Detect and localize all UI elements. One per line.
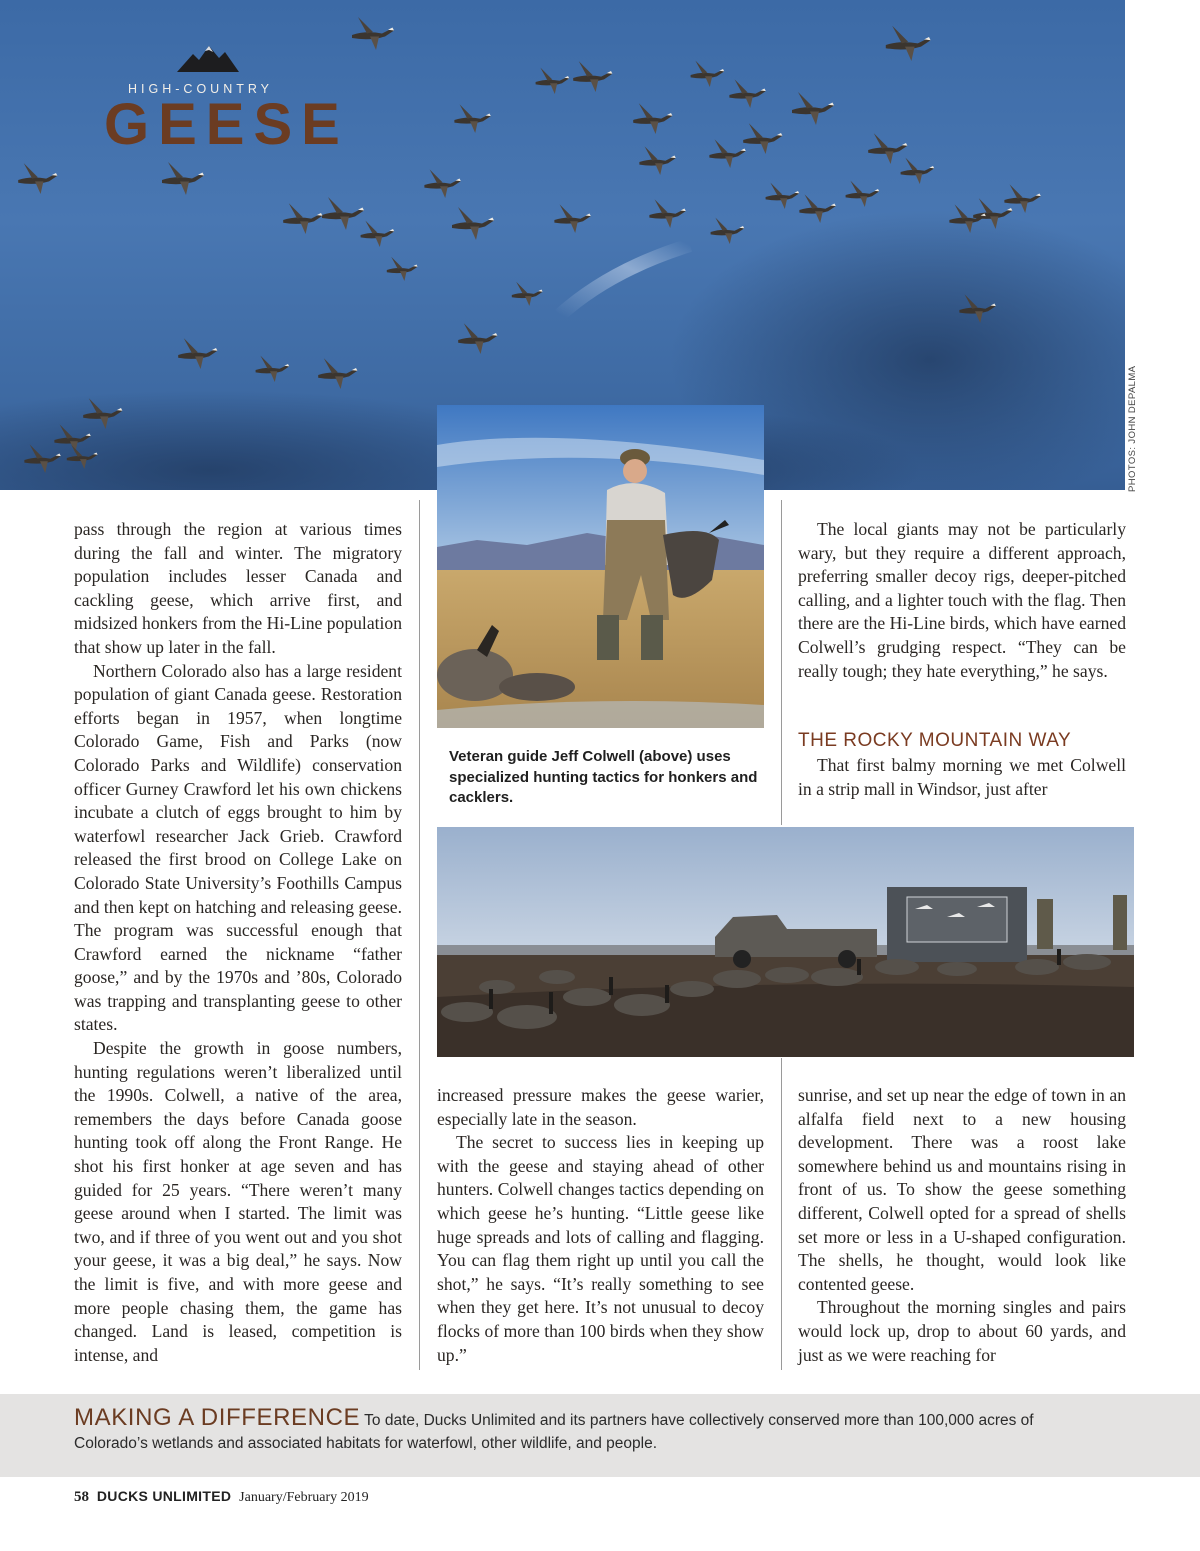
body-column-right-top [798, 518, 1126, 683]
section-subhead: THE ROCKY MOUNTAIN WAY [798, 730, 1072, 751]
paragraph: The local giants may not be particularly wary, but they require a different approach, preferring smaller decoy rigs, deeper-pitched calling, and a lighter touch with the flag. Then there are the Hi-Line birds, which have earned Colwell’s grudging respect. “They can be really tough; they hate everything,” he says. [798, 519, 1126, 681]
magazine-name: DUCKS UNLIMITED [96, 1488, 232, 1504]
article-headline: GEESE [104, 92, 349, 157]
photo-guide-with-decoy [437, 405, 764, 728]
article-title-block [100, 40, 349, 170]
paragraph: The secret to success lies in keeping up with the geese and staying ahead of other hunters. Colwell changes tactics depending on which geese he’s hunting. “Little geese like huge spreads and lots of calling and flagging. You can flag them right up until you call the shot,” he says. “It’s really something to see when they get here. It’s not unusual to decoy flocks of more than 100 birds when they show up.” [437, 1132, 764, 1365]
paragraph: Throughout the morning singles and pairs would lock up, drop to about 60 yards, and just as we were reaching for [798, 1297, 1126, 1365]
body-column-right-bottom [798, 1084, 1126, 1367]
paragraph: That first balmy morning we met Colwell in a strip mall in Windsor, just after [798, 755, 1126, 799]
title-kicker: HIGH-COUNTRY [128, 82, 273, 96]
paragraph: sunrise, and set up near the edge of town in an alfalfa field next to a new housing development. There was a roost lake somewhere behind us and mountains rising in front of us. To show the geese something different, Colwell opted for a spread of shells set more or less in a U-shaped configuration. The shells, he thought, would look like contented geese. [798, 1085, 1126, 1294]
body-column-middle [437, 1084, 764, 1367]
photo-decoy-spread-with-truck [437, 827, 1134, 1057]
body-column-right-middle [798, 754, 1126, 801]
column-rule [781, 1058, 782, 1370]
column-rule [419, 500, 420, 1370]
page-folio [74, 1488, 369, 1506]
sidebar-label: MAKING A DIFFERENCE [74, 1404, 361, 1431]
photo-caption: Veteran guide Jeff Colwell (above) uses specialized hunting tactics for honkers and cacklers. [449, 748, 758, 806]
paragraph: pass through the region at various times during the fall and winter. The migratory population includes lesser Canada and cackling geese, which arrive first, and midsized honkers from the Hi-Line population that show up later in the fall. [74, 519, 402, 657]
photo-credit: PHOTOS: JOHN DEPALMA [1127, 365, 1138, 492]
mountain-peaks-icon [175, 42, 241, 74]
issue-date: January/February 2019 [239, 1490, 369, 1505]
sidebar-text-block [74, 1406, 1074, 1455]
body-column-left [74, 518, 402, 1367]
page-number: 58 [74, 1489, 89, 1505]
paragraph: increased pressure makes the geese warier, especially late in the season. [437, 1085, 764, 1129]
paragraph: Despite the growth in goose numbers, hunting regulations weren’t liberalized until the 1990s. Colwell, a native of the area, remembers the days before Canada goose hunting took off along the Front Range. He shot his first honker at age seven and has guided for 25 years. “There weren’t many geese around when I started. The limit was two, and if three of you went out and you shot your geese, it was a big deal,” he says. Now the limit is five, and with more geese and more people chasing them, the game has changed. Land is leased, competition is intense, and [74, 1038, 402, 1365]
paragraph: Northern Colorado also has a large resident population of giant Canada geese. Restoration efforts began in 1957, when longtime Colorado Game, Fish and Parks (now Colorado Parks and Wildlife) conservation officer Gurney Crawford let his own chickens incubate a clutch of eggs brought to him by waterfowl researcher Jack Grieb. Crawford released the first brood on College Lake on Colorado State University’s Foothills Campus and then kept on hatching and releasing geese. The program was successful enough that Crawford earned the nickname “father goose,” and by the 1970s and ’80s, Colorado was trapping and transplanting geese to other states. [74, 660, 402, 1035]
sidebar-text: To date, Ducks Unlimited and its partners have collectively conserved more than 100,000 acres of Colorado’s wetlands and associated habitats for waterfowl, other wildlife, and people. [74, 1412, 1034, 1452]
making-a-difference-sidebar [0, 1394, 1200, 1477]
column-rule [781, 500, 782, 825]
